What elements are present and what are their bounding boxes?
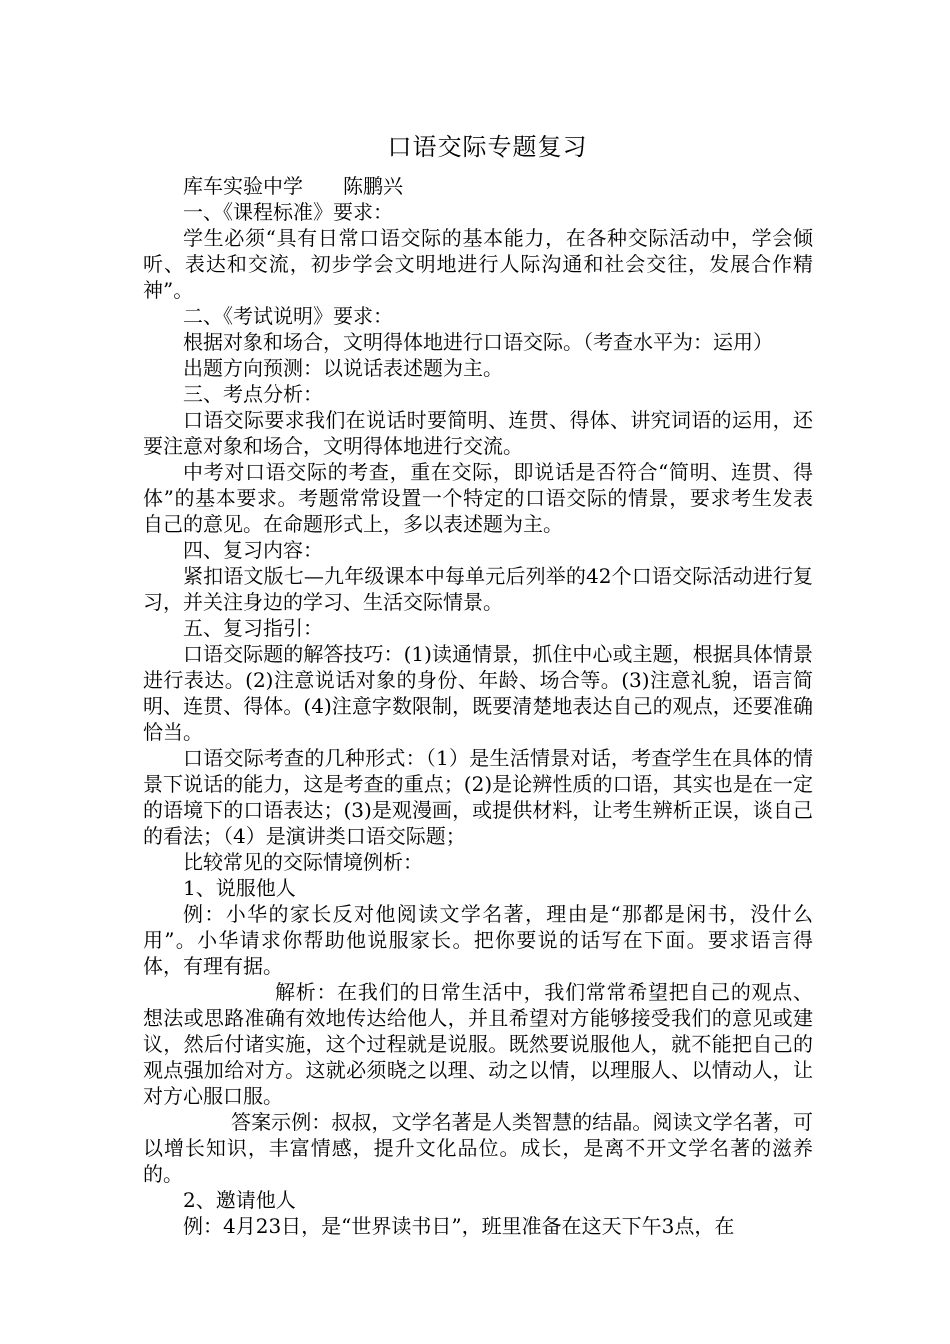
section-heading-2: 二、《考试说明》要求：	[183, 304, 393, 328]
author-line: 库车实验中学 陈鹏兴	[183, 174, 403, 198]
answer-paragraph: 答案示例：叔叔，文学名著是人类智慧的结晶。阅读文学名著，可以增长知识，丰富情感，提升文化品位。成长，是离不开文学名著的滋养的。	[143, 1110, 813, 1186]
analysis-paragraph: 解析：在我们的日常生活中，我们常常希望把自己的观点、想法或思路准确有效地传达给他人，并且希望对方能够接受我们的意见或建议，然后付诸实施，这个过程就是说服。既然要说服他人，就不能把自己的观点强加给对方。这就必须晓之以理、动之以情，以理服人、以情动人，让对方心服口服。	[143, 980, 813, 1108]
example-paragraph: 例：小华的家长反对他阅读文学名著，理由是“那都是闲书，没什么用”。小华请求你帮助他说服家长。把你要说的话写在下面。要求语言得体，有理有据。	[143, 902, 813, 978]
paragraph: 学生必须“具有日常口语交际的基本能力，在各种交际活动中，学会倾听、表达和交流，初步学会文明地进行人际沟通和社会交往，发展合作精神”。	[143, 226, 813, 302]
example-paragraph: 例：4月23日，是“世界读书日”，班里准备在这天下午3点，在	[183, 1214, 735, 1238]
section-heading-3: 三、考点分析：	[183, 382, 323, 406]
paragraph: 紧扣语文版七—九年级课本中每单元后列举的42个口语交际活动进行复习，并关注身边的学习、生活交际情景。	[143, 564, 813, 614]
paragraph: 比较常见的交际情境例析：	[183, 850, 423, 874]
section-heading-5: 五、复习指引：	[183, 616, 323, 640]
paragraph: 口语交际题的解答技巧：(1)读通情景，抓住中心或主题，根据具体情景进行表达。(2)注意说话对象的身份、年龄、场合等。(3)注意礼貌，语言简明、连贯、得体。(4)注意字数限制，既要清楚地表达自己的观点，还要准确恰当。	[143, 642, 813, 744]
section-heading-4: 四、复习内容：	[183, 538, 323, 562]
subheading: 2、邀请他人	[183, 1188, 296, 1212]
paragraph: 出题方向预测：以说话表述题为主。	[183, 356, 503, 380]
paragraph: 口语交际要求我们在说话时要简明、连贯、得体、讲究词语的运用，还要注意对象和场合，文明得体地进行交流。	[143, 408, 813, 458]
document-title: 口语交际专题复习	[387, 133, 588, 161]
paragraph: 根据对象和场合，文明得体地进行口语交际。（考查水平为：运用）	[183, 330, 773, 354]
document-body	[143, 173, 813, 1239]
section-heading-1: 一、《课程标准》要求：	[183, 200, 393, 224]
subheading: 1、说服他人	[183, 876, 296, 900]
paragraph: 口语交际考查的几种形式：（1）是生活情景对话，考查学生在具体的情景下说话的能力，这是考查的重点；(2)是论辨性质的口语，其实也是在一定的语境下的口语表达；(3)是观漫画，或提供材料，让考生辨析正误，谈自己的看法；（4）是演讲类口语交际题；	[143, 746, 813, 848]
paragraph: 中考对口语交际的考查，重在交际，即说话是否符合“简明、连贯、得体”的基本要求。考题常常设置一个特定的口语交际的情景，要求考生发表自己的意见。在命题形式上，多以表述题为主。	[143, 460, 813, 536]
